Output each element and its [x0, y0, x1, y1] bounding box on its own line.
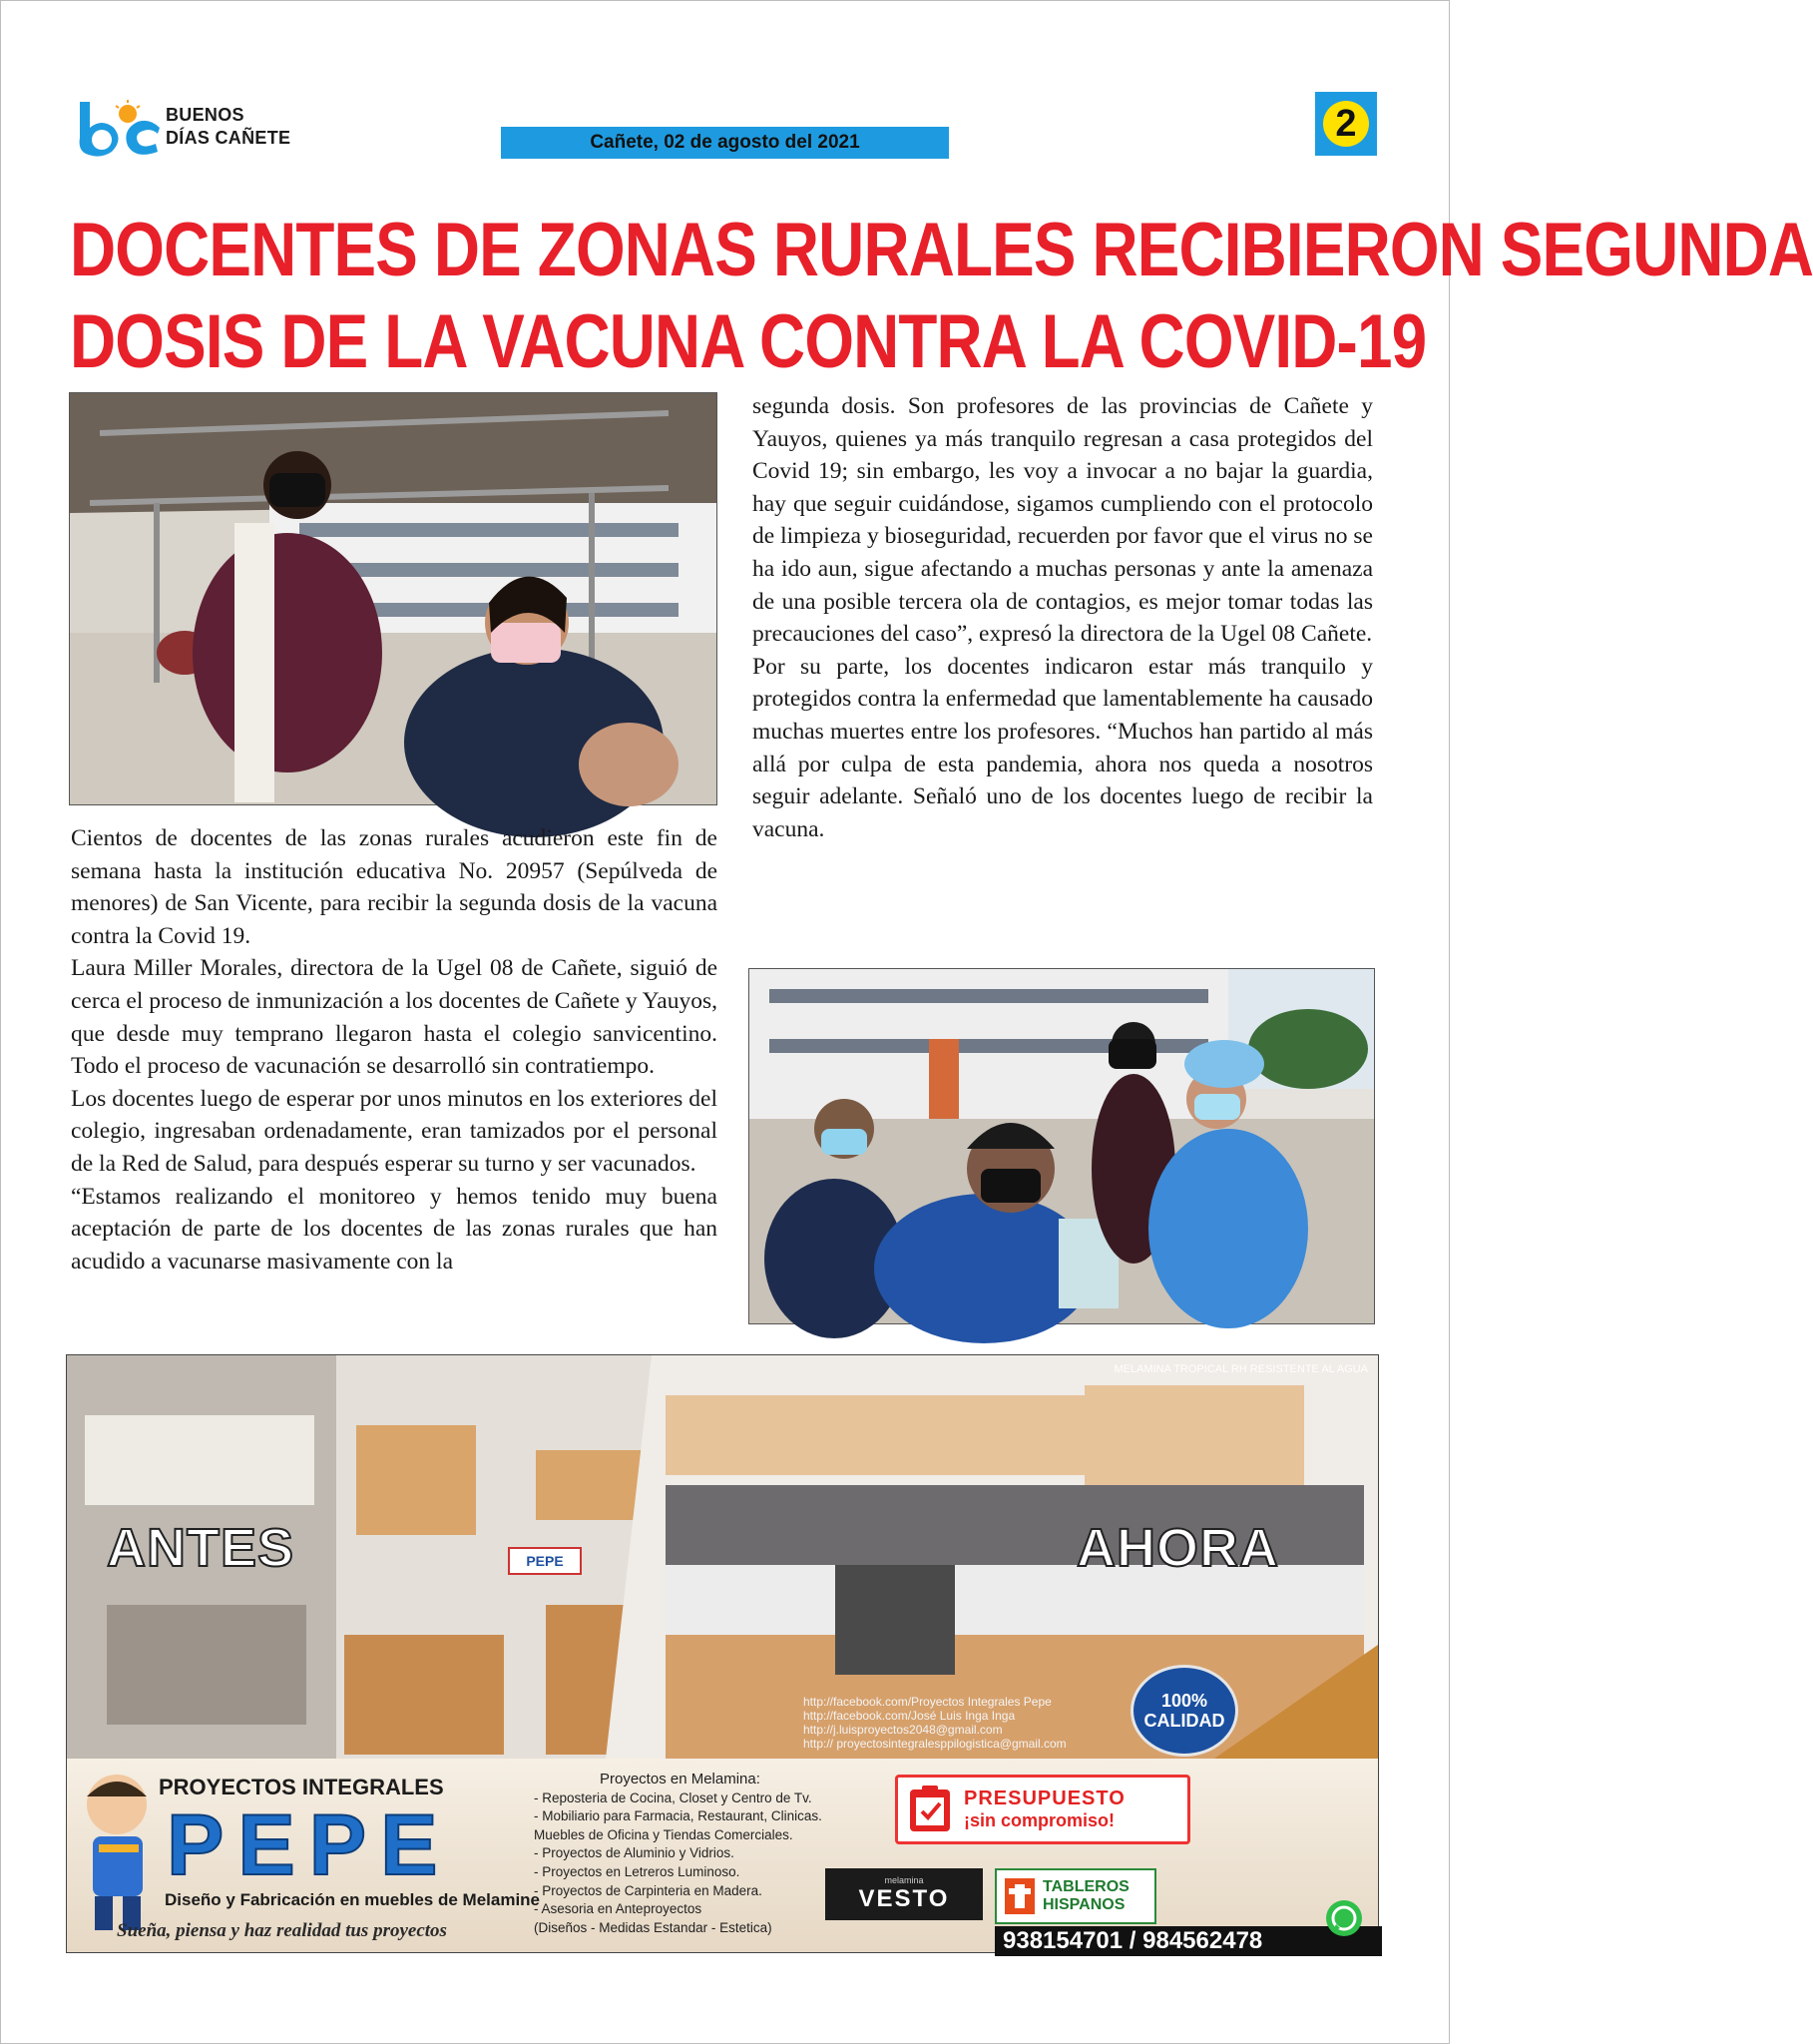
- headline-line2: DOSIS DE LA VACUNA CONTRA LA COVID-19: [70, 299, 1427, 384]
- company-name: PEPE: [167, 1797, 452, 1893]
- vesto-logo: [825, 1868, 983, 1920]
- mascot-icon: [73, 1767, 163, 1936]
- whatsapp-icon[interactable]: [1324, 1898, 1364, 1938]
- company-slogan: Sueña, piensa y haz realidad tus proyectos: [117, 1920, 447, 1941]
- article-paragraph: Cientos de docentes de las zonas rurales acudieron este fin de semana hasta la institución educativa No. 20957 (Sepúlveda de menores) de San Vicente, para recibir la segunda dosis de la vacuna contra la Covid 19.: [71, 825, 717, 949]
- vesto-small: melamina: [884, 1875, 924, 1885]
- brand-line1: BUENOS: [166, 105, 244, 125]
- ad-social-links: [803, 1695, 1067, 1751]
- service-item: Muebles de Oficina y Tiendas Comerciales.: [534, 1826, 793, 1842]
- ad-link[interactable]: http:// proyectosintegralesppilogistica@gmail.com: [803, 1737, 1067, 1751]
- article-left-column: [71, 822, 717, 1278]
- page-number-badge: [1315, 92, 1377, 156]
- tableros-name: TABLEROS HISPANOS: [1043, 1878, 1130, 1913]
- budget-box: [895, 1775, 1190, 1844]
- article-paragraph: “Estamos realizando el monitoreo y hemos tenido muy buena aceptación de parte de los docentes de las zonas rurales que han acudido a vacunarse masivamente con la: [71, 1183, 717, 1275]
- brand-name: [166, 104, 290, 150]
- ad-link[interactable]: http://facebook.com/Proyectos Integrales Pepe: [803, 1695, 1052, 1709]
- ad-label-before: ANTES: [107, 1518, 295, 1578]
- article-right-column: [752, 390, 1373, 845]
- article-paragraph: Por su parte, los docentes indicaron estar más tranquilo y protegidos contra la enfermedad que lamentablemente ha causado muchas muertes entre los profesores. “Muchos han partido al más allá por culpa de esta pandemia, ahora nos queda a nosotros seguir adelante. Señaló uno de los docentes luego de recibir la vacuna.: [752, 653, 1373, 842]
- budget-title: PRESUPUESTO: [964, 1788, 1126, 1809]
- company-tagline: Diseño y Fabricación en muebles de Melamine: [165, 1890, 541, 1909]
- photo-teachers-vaccinated: [69, 392, 717, 805]
- bc-logo: [72, 98, 162, 160]
- service-item: - Proyectos en Letreros Luminoso.: [534, 1863, 740, 1879]
- services-title: Proyectos en Melamina:: [600, 1771, 760, 1788]
- services-list: [534, 1771, 822, 1937]
- headline-line1: DOCENTES DE ZONAS RURALES RECIBIERON SEGUNDA: [70, 208, 1813, 292]
- article-paragraph: segunda dosis. Son profesores de las provincias de Cañete y Yauyos, quienes ya más tranquilo regresan a casa protegidos del Covid 19; sin embargo, les voy a invocar a no bajar la guardia, hay que seguir cuidándose, sigamos cumpliendo con el protocolo de limpieza y bioseguridad, recuerden por favor que el virus no se ha ido aun, sigue afectando a muchas personas y ante la amenaza de una posible tercera ola de contagios, es mejor tomar todas las precauciones del caso”, expresó la directora de la Ugel 08 Cañete.: [752, 393, 1373, 648]
- phone-numbers[interactable]: 938154701 / 984562478: [995, 1926, 1382, 1956]
- ad-mini-sign: PEPE: [508, 1547, 582, 1575]
- article-paragraph: Los docentes luego de esperar por unos minutos en los exteriores del colegio, ingresaban ordenadamente, eran tamizados por el personal de la Red de Salud, para después esperar su turno y ser vacunados.: [71, 1085, 717, 1177]
- headline: [70, 205, 1813, 388]
- service-item: - Asesoria en Anteproyectos: [534, 1901, 702, 1917]
- ad-melamina-note: MELAMINA TROPICAL RH RESISTENTE AL AGUA: [1114, 1363, 1368, 1375]
- brand-line2: DÍAS CAÑETE: [166, 128, 291, 148]
- tableros-hispanos-logo: [995, 1868, 1156, 1924]
- seal-percent: 100%: [1160, 1691, 1208, 1711]
- company-top: PROYECTOS INTEGRALES: [159, 1775, 444, 1799]
- ad-link[interactable]: http://j.luisproyectos2048@gmail.com: [803, 1723, 1003, 1737]
- ad-proyectos-integrales-pepe: [66, 1354, 1379, 1953]
- service-item: (Diseños - Medidas Estandar - Estetica): [534, 1919, 772, 1935]
- page-number: 2: [1323, 101, 1369, 147]
- article-paragraph: Laura Miller Morales, directora de la Ugel 08 de Cañete, siguió de cerca el proceso de inmunización a los docentes de Cañete y Yauyos, que desde muy temprano llegaron hasta el colegio sanvicentino. Todo el proceso de vacunación se desarrolló sin contratiempo.: [71, 955, 717, 1080]
- budget-subtitle: ¡sin compromiso!: [964, 1810, 1116, 1830]
- vesto-name: VESTO: [858, 1885, 950, 1912]
- ad-label-after: AHORA: [1077, 1518, 1279, 1578]
- quality-seal: [1131, 1665, 1238, 1757]
- ad-link[interactable]: http://facebook.com/José Luis Inga Inga: [803, 1709, 1016, 1723]
- service-item: - Proyectos de Aluminio y Vidrios.: [534, 1845, 734, 1861]
- date-banner: Cañete, 02 de agosto del 2021: [501, 127, 949, 159]
- tableros-icon: [1005, 1878, 1035, 1914]
- service-item: - Mobiliario para Farmacia, Restaurant, Clinicas.: [534, 1808, 822, 1824]
- clipboard-icon: [908, 1786, 952, 1833]
- service-item: - Reposteria de Cocina, Closet y Centro de Tv.: [534, 1789, 812, 1805]
- photo-vaccination: [748, 968, 1375, 1324]
- seal-label: CALIDAD: [1143, 1711, 1225, 1731]
- service-item: - Proyectos de Carpinteria en Madera.: [534, 1882, 762, 1898]
- ad-banner: [67, 1759, 1378, 1952]
